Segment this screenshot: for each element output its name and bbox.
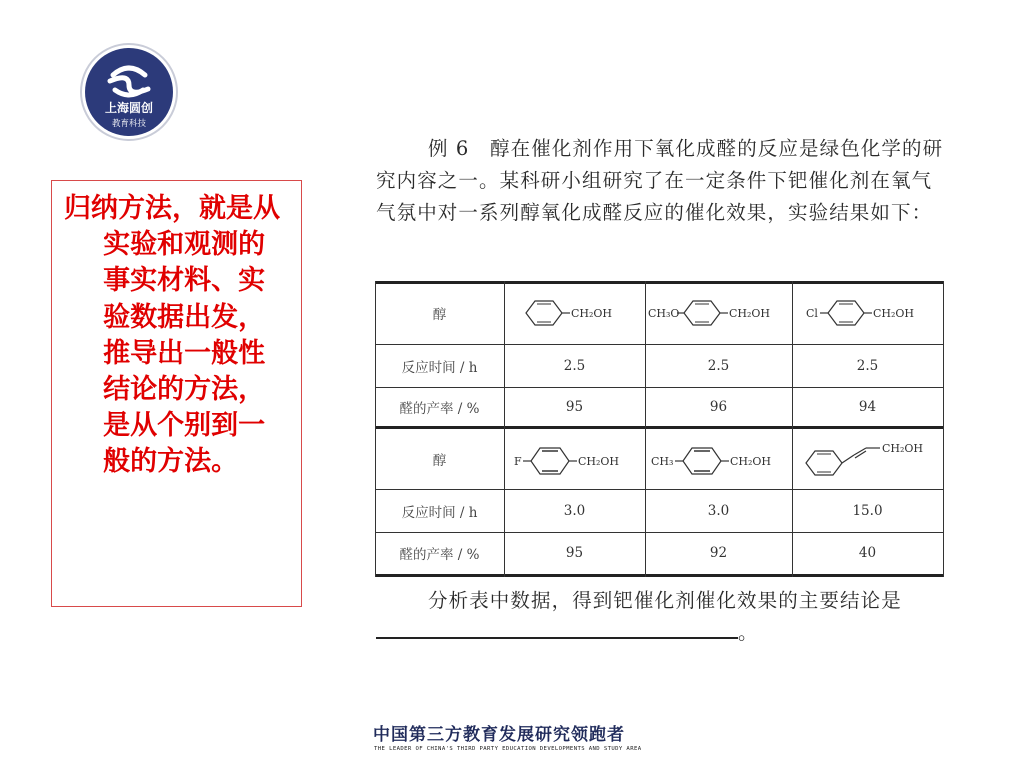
problem-intro: 例 6 醇在催化剂作用下氧化成醛的反应是绿色化学的研究内容之一。某科研小组研究了在一定条件下钯催化剂在氧气气氛中对一系列醇氧化成醛反应的催化效果，实验结果如下：: [376, 137, 944, 224]
svg-text:CH₃: CH₃: [651, 455, 674, 468]
structure-methylbenzyl-alcohol: [645, 429, 792, 489]
row-label-time: 反应时间 / h: [401, 359, 478, 376]
company-logo: [79, 42, 179, 142]
time-value: 2.5: [707, 357, 730, 374]
results-table: [375, 281, 944, 577]
structure-benzyl-alcohol: [504, 281, 645, 344]
footer-slogan: 中国第三方教育发展研究领跑者: [373, 725, 625, 745]
structure-fluorobenzyl-alcohol: [504, 429, 645, 489]
svg-text:CH₃O: CH₃O: [648, 307, 680, 320]
time-value: 2.5: [563, 357, 586, 374]
conclusion-prompt: [376, 585, 946, 649]
svg-text:CH₂OH: CH₂OH: [571, 307, 613, 320]
yield-value: 94: [858, 398, 877, 415]
row-label-time: 反应时间 / h: [401, 504, 478, 521]
svg-text:CH₂OH: CH₂OH: [578, 455, 620, 468]
conclusion-prefix: 分析表中数据，得到钯催化剂催化效果的主要结论是: [428, 589, 902, 612]
conclusion-suffix: 。: [738, 621, 759, 644]
logo-name: 上海圆创: [104, 101, 154, 115]
yield-value: 96: [709, 398, 728, 415]
structure-cinnamyl-alcohol: [792, 429, 943, 489]
time-value: 15.0: [852, 502, 883, 519]
svg-text:CH₂OH: CH₂OH: [882, 442, 924, 455]
structure-methoxybenzyl-alcohol: [645, 281, 792, 344]
row-label-yield: 醛的产率 / %: [399, 400, 480, 417]
svg-text:CH₂OH: CH₂OH: [730, 455, 772, 468]
time-value: 2.5: [856, 357, 879, 374]
row-label-yield: 醛的产率 / %: [399, 547, 480, 563]
structure-chlorobenzyl-alcohol: [792, 281, 943, 344]
logo-subtitle: 教育科技: [111, 119, 147, 129]
answer-blank: [376, 619, 738, 639]
yield-value: 40: [858, 545, 877, 561]
summary-text: 归纳方法，就是从实验和观测的事实材料、实验数据出发，推导出一般性结论的方法，是从个别到一般的方法。: [64, 193, 280, 478]
time-value: 3.0: [563, 502, 586, 519]
svg-text:Cl: Cl: [806, 307, 818, 320]
row-label-alcohol: 醇: [432, 453, 447, 469]
summary-box: [51, 180, 302, 607]
yield-value: 92: [709, 545, 728, 561]
time-value: 3.0: [707, 502, 730, 519]
footer-slogan-english: THE LEADER OF CHINA'S THIRD PARTY EDUCATION DEVELOPMENTS AND STUDY AREA: [374, 746, 642, 752]
row-label-alcohol: 醇: [432, 306, 447, 323]
svg-text:CH₂OH: CH₂OH: [873, 307, 915, 320]
svg-text:F: F: [514, 455, 522, 468]
yield-value: 95: [565, 398, 584, 415]
svg-text:CH₂OH: CH₂OH: [729, 307, 771, 320]
yield-value: 95: [565, 545, 584, 561]
